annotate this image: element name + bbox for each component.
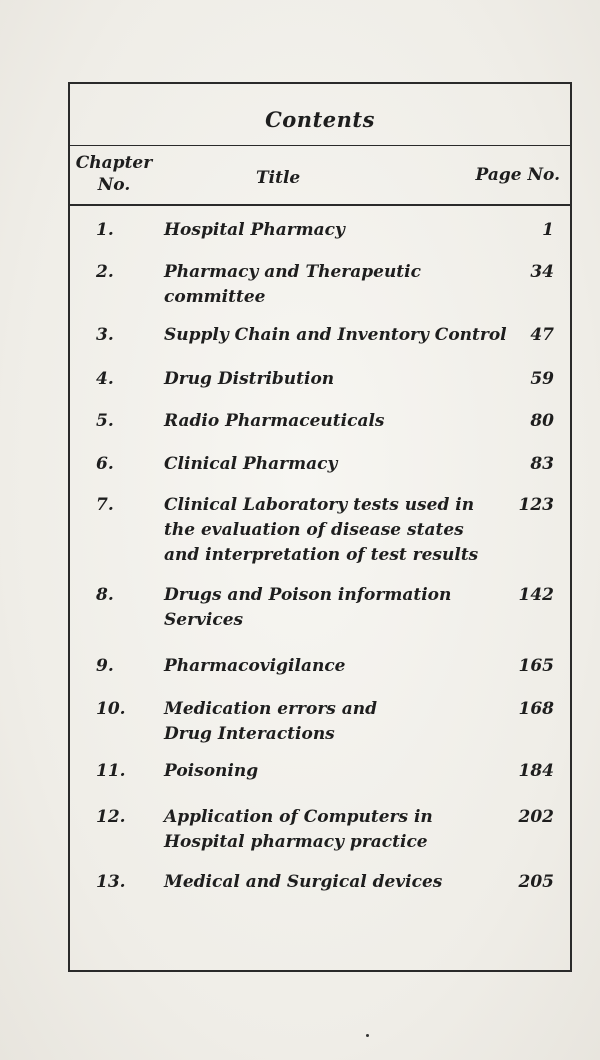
chapter-title: Radio Pharmaceuticals	[164, 411, 385, 431]
chapter-number: 13.	[96, 872, 126, 892]
chapter-title: Poisoning	[164, 761, 259, 781]
page-number: 1	[542, 220, 554, 240]
chapter-number: 7.	[96, 495, 114, 515]
chapter-title: Application of Computers in Hospital pharmacy practice	[164, 807, 433, 852]
column-header-row	[70, 146, 570, 206]
chapter-title: Drugs and Poison information Services	[164, 585, 452, 630]
chapter-number: 8.	[96, 585, 114, 605]
print-speck	[366, 1034, 369, 1037]
column-header-chapter-line1: Chapter	[75, 153, 153, 173]
page-number: 202	[518, 807, 554, 827]
chapter-number: 1.	[96, 220, 114, 240]
chapter-number: 2.	[96, 262, 114, 282]
page-number: 184	[518, 761, 554, 781]
chapter-title: Drug Distribution	[164, 369, 335, 389]
chapter-number: 6.	[96, 454, 114, 474]
chapter-title: Clinical Pharmacy	[164, 454, 338, 474]
chapter-number: 11.	[96, 761, 126, 781]
page-number: 83	[530, 454, 554, 474]
chapter-number: 12.	[96, 807, 126, 827]
page-number: 142	[518, 585, 554, 605]
chapter-title: Clinical Laboratory tests used in the evaluation of disease states and interpretation of test results	[164, 495, 479, 565]
page-number: 80	[530, 411, 554, 431]
chapter-number: 10.	[96, 699, 126, 719]
column-header-page: Page No.	[475, 165, 560, 185]
chapter-number: 4.	[96, 369, 114, 389]
chapter-title: Medication errors and Drug Interactions	[164, 699, 378, 744]
page-number: 47	[530, 325, 554, 345]
chapter-title: Supply Chain and Inventory Control	[164, 325, 507, 345]
page-number: 123	[518, 495, 554, 515]
chapter-number: 9.	[96, 656, 114, 676]
contents-frame	[68, 82, 572, 972]
page-number: 205	[518, 872, 554, 892]
chapter-title: Pharmacovigilance	[164, 656, 346, 676]
page-number: 165	[518, 656, 554, 676]
page-number: 59	[530, 369, 554, 389]
column-header-chapter-line2: No.	[97, 175, 131, 195]
column-header-title: Title	[256, 168, 301, 188]
chapter-title: Hospital Pharmacy	[164, 220, 345, 240]
chapter-title: Pharmacy and Therapeutic committee	[164, 262, 421, 307]
page-number: 168	[518, 699, 554, 719]
page-number: 34	[530, 262, 554, 282]
chapter-title: Medical and Surgical devices	[164, 872, 443, 892]
chapter-number: 5.	[96, 411, 114, 431]
column-header-chapter	[74, 152, 154, 196]
chapter-number: 3.	[96, 325, 114, 345]
contents-heading: Contents	[70, 84, 570, 146]
